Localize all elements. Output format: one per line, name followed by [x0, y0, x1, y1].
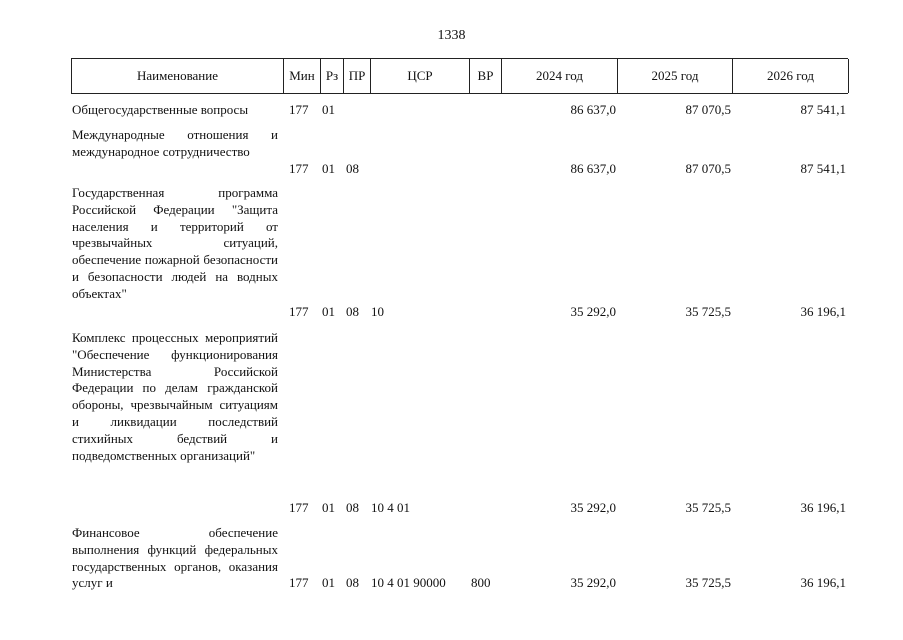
row-2024: 86 637,0: [570, 160, 616, 176]
row-csr: 10 4 01 90000: [371, 575, 446, 591]
row-2026: 87 541,1: [800, 160, 846, 176]
row-rz: 01: [322, 500, 335, 515]
table-header: [71, 58, 848, 94]
header-name: Наименование: [72, 59, 284, 93]
row-2024: 35 292,0: [570, 575, 616, 591]
row-2026: 36 196,1: [800, 304, 846, 319]
row-2024: 35 292,0: [570, 500, 616, 515]
row-2026: 36 196,1: [800, 500, 846, 515]
row-csr: 10: [371, 304, 384, 319]
header-2025: 2025 год: [618, 59, 733, 93]
row-2025: 87 070,5: [685, 160, 731, 176]
page-number: 1338: [437, 28, 466, 43]
row-rz: 01: [322, 160, 335, 176]
row-vr: 800: [471, 575, 491, 591]
row-2025: 35 725,5: [685, 575, 731, 591]
header-min: Мин: [284, 59, 321, 93]
row-rz: 01: [322, 575, 335, 591]
header-vr: ВР: [470, 59, 502, 93]
row-min: 177: [289, 304, 309, 319]
row-min: 177: [289, 160, 309, 176]
row-name: Международные отношения и международное сотрудничество: [72, 127, 278, 159]
header-2024: 2024 год: [502, 59, 618, 93]
row-min: 177: [289, 500, 309, 515]
row-2025: 87 070,5: [685, 102, 731, 117]
row-pr: 08: [346, 575, 359, 591]
row-2026: 87 541,1: [800, 102, 846, 117]
row-2025: 35 725,5: [685, 304, 731, 319]
row-rz: 01: [322, 102, 335, 117]
row-2025: 35 725,5: [685, 500, 731, 515]
row-2024: 35 292,0: [570, 304, 616, 319]
row-csr: 10 4 01: [371, 500, 410, 515]
row-min: 177: [289, 102, 309, 117]
row-min: 177: [289, 575, 309, 591]
row-rz: 01: [322, 304, 335, 319]
row-name: Общегосударственные вопросы: [72, 102, 249, 117]
row-pr: 08: [346, 500, 359, 515]
row-2024: 86 637,0: [570, 102, 616, 117]
row-pr: 08: [346, 160, 359, 176]
header-csr: ЦСР: [371, 59, 470, 93]
row-name: Финансовое обеспечение выполнения функций федеральных государственных органов, оказания услуг и: [72, 525, 278, 591]
row-2026: 36 196,1: [800, 575, 846, 591]
header-rz: Рз: [321, 59, 344, 93]
row-name: Комплекс процессных мероприятий "Обеспечение функционирования Министерства Российской Федерации по делам гражданской обороны, чрезвычайным ситуациям и ликвидации последствий стихийных бедствий и подведомственных организаций": [72, 330, 278, 463]
header-pr: ПР: [344, 59, 371, 93]
row-pr: 08: [346, 304, 359, 319]
header-2026: 2026 год: [733, 59, 849, 93]
row-name: Государственная программа Российской Федерации "Защита населения и территорий от чрезвычайных ситуаций, обеспечение пожарной безопасности и безопасности людей на водных объектах": [72, 185, 278, 301]
